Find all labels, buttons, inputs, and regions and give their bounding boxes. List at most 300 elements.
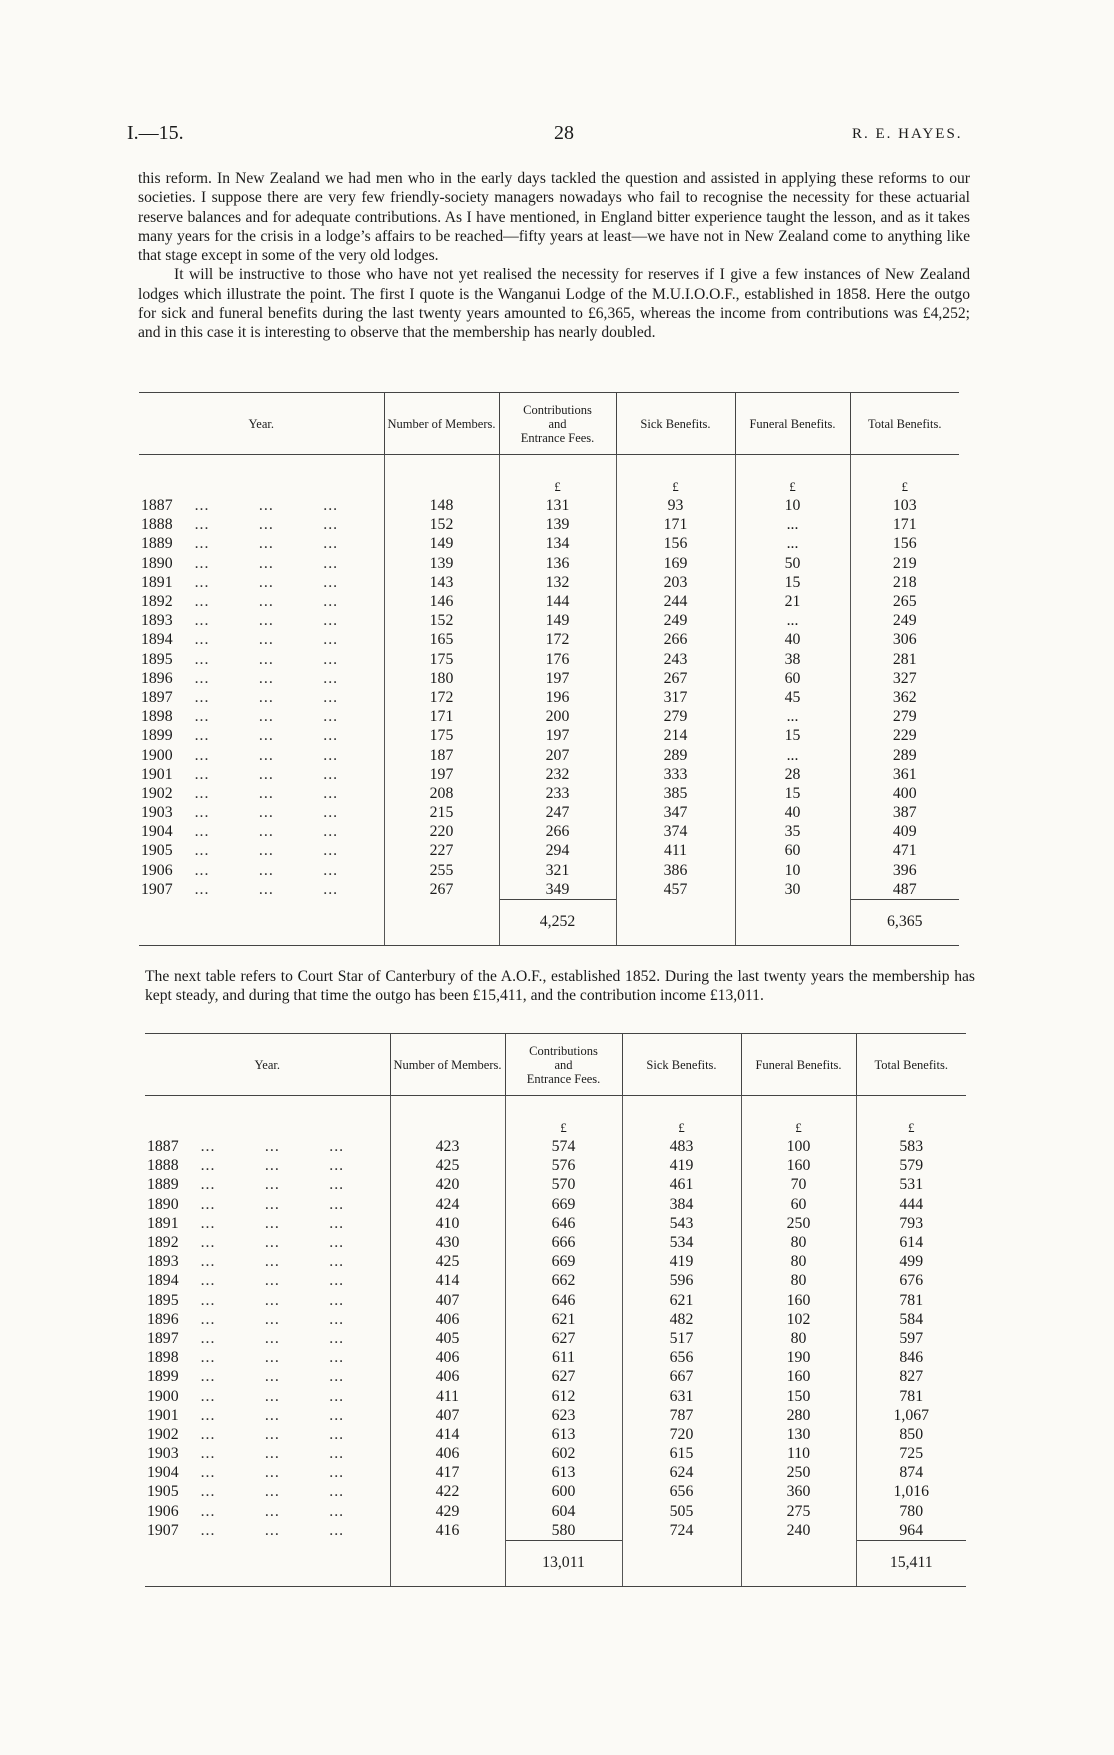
funeral-cell: ... <box>735 611 850 630</box>
leader-dots: ... ... ... <box>200 1310 345 1328</box>
sick-cell: 156 <box>616 534 735 553</box>
total-cell: 218 <box>892 573 917 591</box>
table-row <box>139 496 959 515</box>
year-value: 1905 <box>147 1483 179 1501</box>
totals-blank <box>384 899 499 945</box>
unit-contrib: £ <box>499 455 616 497</box>
members-cell: 180 <box>384 669 499 688</box>
unit-funeral: £ <box>735 455 850 497</box>
total-cell: 362 <box>892 688 917 706</box>
total-cell: 387 <box>892 804 917 822</box>
totals-blank <box>622 1540 741 1586</box>
sick-cell: 720 <box>622 1425 741 1444</box>
total-cell: 156 <box>892 535 917 553</box>
author-name: R. E. HAYES. <box>852 126 963 142</box>
leader-dots: ... ... ... <box>194 842 339 860</box>
year-value: 1902 <box>147 1425 179 1443</box>
leader-dots: ... ... ... <box>200 1138 345 1156</box>
contrib-cell: 294 <box>499 841 616 860</box>
sick-cell: 386 <box>616 861 735 880</box>
year-cell <box>145 1156 390 1175</box>
year-cell <box>139 554 384 573</box>
year-cell <box>145 1310 390 1329</box>
members-cell: 406 <box>390 1367 505 1386</box>
year-cell <box>145 1252 390 1271</box>
members-cell: 208 <box>384 784 499 803</box>
table-row <box>145 1406 966 1425</box>
year-value: 1892 <box>141 593 173 611</box>
leader-dots: ... ... ... <box>200 1425 345 1443</box>
year-value: 1889 <box>141 535 173 553</box>
unit-blank <box>139 455 384 497</box>
members-cell: 429 <box>390 1502 505 1521</box>
total-cell: 279 <box>892 708 917 726</box>
year-value: 1904 <box>147 1464 179 1482</box>
sick-cell: 461 <box>622 1175 741 1194</box>
table-row <box>139 880 959 900</box>
year-value: 1903 <box>141 804 173 822</box>
funeral-cell: 30 <box>735 880 850 900</box>
funeral-cell: 60 <box>741 1195 856 1214</box>
year-value: 1897 <box>147 1329 179 1347</box>
sick-cell: 385 <box>616 784 735 803</box>
sick-cell: 505 <box>622 1502 741 1521</box>
funeral-cell: 21 <box>735 592 850 611</box>
year-value: 1894 <box>141 631 173 649</box>
total-cell: 874 <box>899 1464 924 1482</box>
unit-sick: £ <box>622 1096 741 1138</box>
contrib-cell: 646 <box>505 1291 622 1310</box>
total-cell: 396 <box>892 861 917 879</box>
contributions-header-line-2: and <box>548 416 567 431</box>
table-row <box>139 784 959 803</box>
members-cell: 406 <box>390 1310 505 1329</box>
year-cell <box>139 611 384 630</box>
year-value: 1903 <box>147 1445 179 1463</box>
contrib-cell: 611 <box>505 1348 622 1367</box>
leader-dots: ... ... ... <box>200 1368 345 1386</box>
members-cell: 215 <box>384 803 499 822</box>
total-cell: 584 <box>899 1310 924 1328</box>
year-value: 1892 <box>147 1234 179 1252</box>
table-row <box>145 1521 966 1541</box>
year-value: 1901 <box>147 1406 179 1424</box>
leader-dots: ... ... ... <box>194 727 339 745</box>
leader-dots: ... ... ... <box>200 1214 345 1232</box>
members-cell: 422 <box>390 1482 505 1501</box>
year-cell <box>145 1463 390 1482</box>
total-cell: 1,016 <box>893 1483 930 1501</box>
year-cell <box>145 1175 390 1194</box>
sick-cell: 317 <box>616 688 735 707</box>
wanganui-lodge-table <box>139 392 959 946</box>
funeral-cell: 360 <box>741 1482 856 1501</box>
total-cell: 597 <box>899 1329 924 1347</box>
table-row <box>139 688 959 707</box>
contrib-cell: 604 <box>505 1502 622 1521</box>
contrib-total: 13,011 <box>505 1540 622 1586</box>
year-value: 1906 <box>141 861 173 879</box>
contrib-cell: 321 <box>499 861 616 880</box>
sick-cell: 279 <box>616 707 735 726</box>
members-cell: 227 <box>384 841 499 860</box>
table-row <box>139 650 959 669</box>
contrib-cell: 576 <box>505 1156 622 1175</box>
funeral-cell: 15 <box>735 726 850 745</box>
table-row <box>139 592 959 611</box>
members-cell: 424 <box>390 1195 505 1214</box>
funeral-cell: 80 <box>741 1233 856 1252</box>
sick-cell: 419 <box>622 1156 741 1175</box>
year-value: 1888 <box>141 516 173 534</box>
members-cell: 407 <box>390 1406 505 1425</box>
funeral-cell: 40 <box>735 803 850 822</box>
funeral-cell: 15 <box>735 784 850 803</box>
members-cell: 267 <box>384 880 499 900</box>
funeral-cell: 160 <box>741 1291 856 1310</box>
total-cell: 531 <box>899 1176 924 1194</box>
year-value: 1888 <box>147 1157 179 1175</box>
total-cell: 400 <box>892 784 917 802</box>
benefits-total: 15,411 <box>856 1540 966 1586</box>
table-row <box>139 803 959 822</box>
table-row <box>139 515 959 534</box>
members-cell: 171 <box>384 707 499 726</box>
members-cell: 175 <box>384 650 499 669</box>
year-cell <box>145 1195 390 1214</box>
leader-dots: ... ... ... <box>194 535 339 553</box>
funeral-header: Funeral Benefits. <box>735 393 850 455</box>
leader-dots: ... ... ... <box>194 669 339 687</box>
sick-cell: 169 <box>616 554 735 573</box>
year-value: 1890 <box>141 554 173 572</box>
total-cell: 781 <box>899 1387 924 1405</box>
funeral-cell: 250 <box>741 1463 856 1482</box>
year-value: 1889 <box>147 1176 179 1194</box>
members-cell: 430 <box>390 1233 505 1252</box>
year-cell <box>145 1137 390 1156</box>
table-row <box>145 1329 966 1348</box>
members-cell: 148 <box>384 496 499 515</box>
year-cell <box>139 784 384 803</box>
contrib-cell: 233 <box>499 784 616 803</box>
totals-blank <box>390 1540 505 1586</box>
year-cell <box>139 592 384 611</box>
total-cell: 171 <box>892 516 917 534</box>
total-cell: 265 <box>892 593 917 611</box>
contrib-cell: 149 <box>499 611 616 630</box>
year-cell <box>145 1482 390 1501</box>
members-cell: 175 <box>384 726 499 745</box>
leader-dots: ... ... ... <box>194 765 339 783</box>
funeral-cell: 45 <box>735 688 850 707</box>
total-cell: 471 <box>892 842 917 860</box>
year-value: 1898 <box>141 708 173 726</box>
total-cell: 614 <box>899 1234 924 1252</box>
contrib-cell: 602 <box>505 1444 622 1463</box>
members-cell: 172 <box>384 688 499 707</box>
leader-dots: ... ... ... <box>200 1157 345 1175</box>
total-cell: 409 <box>892 823 917 841</box>
table-row <box>145 1214 966 1233</box>
funeral-cell: 280 <box>741 1406 856 1425</box>
unit-total: £ <box>908 1120 915 1135</box>
sick-cell: 787 <box>622 1406 741 1425</box>
year-value: 1902 <box>141 784 173 802</box>
year-cell <box>139 803 384 822</box>
year-cell <box>139 688 384 707</box>
total-cell: 725 <box>899 1445 924 1463</box>
table-row <box>139 534 959 553</box>
contrib-cell: 349 <box>499 880 616 900</box>
totals-blank <box>145 1540 390 1586</box>
year-value: 1891 <box>141 573 173 591</box>
contributions-header <box>499 393 616 455</box>
leader-dots: ... ... ... <box>194 516 339 534</box>
sick-cell: 482 <box>622 1310 741 1329</box>
members-cell: 411 <box>390 1386 505 1405</box>
year-header: Year. <box>139 393 384 455</box>
sick-cell: 374 <box>616 822 735 841</box>
sick-cell: 171 <box>616 515 735 534</box>
total-header: Total Benefits. <box>856 1034 966 1096</box>
funeral-cell: 190 <box>741 1348 856 1367</box>
contrib-cell: 232 <box>499 765 616 784</box>
contrib-cell: 600 <box>505 1482 622 1501</box>
sick-cell: 543 <box>622 1214 741 1233</box>
funeral-cell: 150 <box>741 1386 856 1405</box>
members-header: Number of Members. <box>384 393 499 455</box>
contrib-cell: 132 <box>499 573 616 592</box>
leader-dots: ... ... ... <box>194 804 339 822</box>
table-row <box>139 707 959 726</box>
funeral-cell: 50 <box>735 554 850 573</box>
total-cell: 1,067 <box>893 1406 930 1424</box>
totals-row <box>139 899 959 945</box>
leader-dots: ... ... ... <box>200 1406 345 1424</box>
unit-contrib: £ <box>505 1096 622 1138</box>
section-code: I.—15. <box>127 122 184 144</box>
leader-dots: ... ... ... <box>200 1502 345 1520</box>
year-cell <box>145 1367 390 1386</box>
leader-dots: ... ... ... <box>200 1464 345 1482</box>
currency-unit-row <box>145 1096 966 1138</box>
totals-blank <box>139 899 384 945</box>
benefits-total: 6,365 <box>850 899 959 945</box>
sick-cell: 411 <box>616 841 735 860</box>
total-header: Total Benefits. <box>850 393 959 455</box>
sick-cell: 656 <box>622 1348 741 1367</box>
table-row <box>145 1348 966 1367</box>
leader-dots: ... ... ... <box>200 1483 345 1501</box>
year-cell <box>145 1214 390 1233</box>
funeral-cell: 60 <box>735 669 850 688</box>
leader-dots: ... ... ... <box>200 1445 345 1463</box>
currency-unit-row <box>139 455 959 497</box>
table-row <box>145 1252 966 1271</box>
year-value: 1906 <box>147 1502 179 1520</box>
sick-cell: 621 <box>622 1291 741 1310</box>
total-cell: 850 <box>899 1425 924 1443</box>
table-row <box>145 1482 966 1501</box>
sick-cell: 384 <box>622 1195 741 1214</box>
leader-dots: ... ... ... <box>200 1387 345 1405</box>
total-cell: 793 <box>899 1214 924 1232</box>
year-cell <box>139 496 384 515</box>
year-value: 1901 <box>141 765 173 783</box>
leader-dots: ... ... ... <box>200 1272 345 1290</box>
contrib-cell: 247 <box>499 803 616 822</box>
table-row <box>139 745 959 764</box>
year-value: 1895 <box>141 650 173 668</box>
year-cell <box>139 650 384 669</box>
leader-dots: ... ... ... <box>194 650 339 668</box>
leader-dots: ... ... ... <box>200 1234 345 1252</box>
leader-dots: ... ... ... <box>200 1176 345 1194</box>
members-cell: 152 <box>384 611 499 630</box>
total-cell: 780 <box>899 1502 924 1520</box>
leader-dots: ... ... ... <box>194 881 339 899</box>
sick-cell: 267 <box>616 669 735 688</box>
table-row <box>145 1233 966 1252</box>
table-row <box>139 554 959 573</box>
table-row <box>145 1271 966 1290</box>
contrib-cell: 669 <box>505 1252 622 1271</box>
leader-dots: ... ... ... <box>194 784 339 802</box>
contrib-cell: 574 <box>505 1137 622 1156</box>
leader-dots: ... ... ... <box>200 1522 345 1540</box>
year-value: 1904 <box>141 823 173 841</box>
total-cell: 361 <box>892 765 917 783</box>
year-cell <box>145 1502 390 1521</box>
year-cell <box>145 1406 390 1425</box>
year-cell <box>139 515 384 534</box>
total-cell: 583 <box>899 1138 924 1156</box>
unit-blank <box>145 1096 390 1138</box>
funeral-cell: 60 <box>735 841 850 860</box>
total-cell: 499 <box>899 1253 924 1271</box>
contrib-cell: 623 <box>505 1406 622 1425</box>
year-cell <box>139 861 384 880</box>
year-value: 1897 <box>141 688 173 706</box>
year-value: 1893 <box>141 612 173 630</box>
year-value: 1898 <box>147 1349 179 1367</box>
leader-dots: ... ... ... <box>194 612 339 630</box>
year-cell <box>139 573 384 592</box>
year-header: Year. <box>145 1034 390 1096</box>
funeral-cell: 275 <box>741 1502 856 1521</box>
table-row <box>145 1291 966 1310</box>
sick-cell: 624 <box>622 1463 741 1482</box>
contrib-cell: 666 <box>505 1233 622 1252</box>
table-row <box>145 1156 966 1175</box>
funeral-cell: 15 <box>735 573 850 592</box>
sick-cell: 631 <box>622 1386 741 1405</box>
sick-cell: 656 <box>622 1482 741 1501</box>
year-value: 1905 <box>141 842 173 860</box>
contributions-header-line-3: Entrance Fees. <box>520 430 595 445</box>
sick-cell: 457 <box>616 880 735 900</box>
funeral-cell: 70 <box>741 1175 856 1194</box>
year-cell <box>139 707 384 726</box>
leader-dots: ... ... ... <box>194 631 339 649</box>
table-row <box>139 630 959 649</box>
total-cell: 249 <box>892 612 917 630</box>
year-value: 1900 <box>147 1387 179 1405</box>
leader-dots: ... ... ... <box>194 708 339 726</box>
contrib-cell: 144 <box>499 592 616 611</box>
year-cell <box>139 880 384 900</box>
court-star-text <box>145 967 975 1006</box>
funeral-cell: 80 <box>741 1252 856 1271</box>
funeral-cell: 160 <box>741 1367 856 1386</box>
leader-dots: ... ... ... <box>194 688 339 706</box>
members-cell: 187 <box>384 745 499 764</box>
table-row <box>139 765 959 784</box>
members-cell: 414 <box>390 1425 505 1444</box>
leader-dots: ... ... ... <box>194 746 339 764</box>
funeral-cell: ... <box>735 707 850 726</box>
funeral-cell: 102 <box>741 1310 856 1329</box>
contrib-cell: 197 <box>499 726 616 745</box>
contrib-cell: 196 <box>499 688 616 707</box>
table-row <box>139 611 959 630</box>
year-cell <box>139 841 384 860</box>
year-value: 1907 <box>141 881 173 899</box>
funeral-header: Funeral Benefits. <box>741 1034 856 1096</box>
contrib-cell: 613 <box>505 1463 622 1482</box>
contributions-header <box>505 1034 622 1096</box>
total-cell: 306 <box>892 631 917 649</box>
members-cell: 414 <box>390 1271 505 1290</box>
year-value: 1896 <box>141 669 173 687</box>
contrib-cell: 176 <box>499 650 616 669</box>
members-cell: 197 <box>384 765 499 784</box>
total-cell: 964 <box>899 1521 924 1539</box>
sick-cell: 596 <box>622 1271 741 1290</box>
table-row <box>145 1463 966 1482</box>
contrib-cell: 621 <box>505 1310 622 1329</box>
sick-cell: 724 <box>622 1521 741 1541</box>
unit-blank <box>390 1096 505 1138</box>
totals-blank <box>741 1540 856 1586</box>
year-cell <box>145 1425 390 1444</box>
members-cell: 420 <box>390 1175 505 1194</box>
contrib-cell: 134 <box>499 534 616 553</box>
funeral-cell: 80 <box>741 1329 856 1348</box>
year-value: 1891 <box>147 1214 179 1232</box>
leader-dots: ... ... ... <box>200 1195 345 1213</box>
sick-cell: 347 <box>616 803 735 822</box>
contrib-cell: 136 <box>499 554 616 573</box>
year-cell <box>139 745 384 764</box>
total-cell: 676 <box>899 1272 924 1290</box>
table-row <box>139 861 959 880</box>
leader-dots: ... ... ... <box>194 593 339 611</box>
year-cell <box>139 669 384 688</box>
unit-sick: £ <box>616 455 735 497</box>
table-row <box>145 1386 966 1405</box>
total-cell: 103 <box>892 497 917 515</box>
court-star-table <box>145 1033 966 1587</box>
sick-cell: 214 <box>616 726 735 745</box>
contrib-cell: 139 <box>499 515 616 534</box>
funeral-cell: 35 <box>735 822 850 841</box>
sick-cell: 203 <box>616 573 735 592</box>
total-cell: 444 <box>899 1195 924 1213</box>
members-header: Number of Members. <box>390 1034 505 1096</box>
sick-cell: 667 <box>622 1367 741 1386</box>
